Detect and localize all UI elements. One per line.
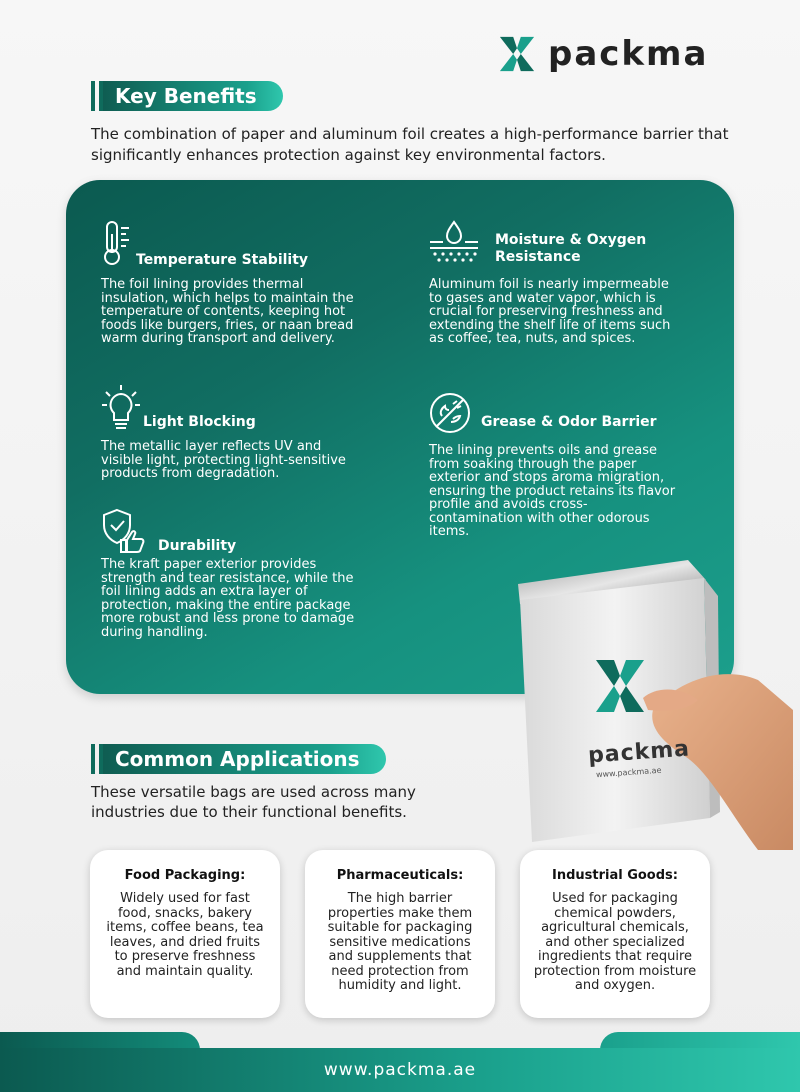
heading-accent-bar bbox=[91, 744, 95, 774]
benefit-body: The foil lining provides thermal insulation, which helps to maintain the temperature of contents, keeping hot foods like burgers, fries, or naan bread warm during transport and delivery. bbox=[101, 277, 354, 346]
droplet-barrier-icon bbox=[429, 220, 479, 264]
thermometer-icon bbox=[101, 220, 135, 266]
lightbulb-icon bbox=[101, 384, 141, 432]
benefit-title: Durability bbox=[158, 538, 237, 554]
key-benefits-intro: The combination of paper and aluminum foil creates a high-performance barrier that significantly enhances protection against key environmental factors. bbox=[91, 125, 729, 164]
heading-accent-bar bbox=[91, 81, 95, 111]
shield-thumb-icon bbox=[101, 508, 147, 554]
card-title: Pharmaceuticals: bbox=[336, 868, 464, 883]
card-title: Food Packaging: bbox=[124, 868, 246, 883]
application-card-industrial bbox=[520, 850, 710, 1018]
benefit-body: Aluminum foil is nearly impermeable to gases and water vapor, which is crucial for preserving freshness and extending the shelf life of items such as coffee, tea, nuts, and spices. bbox=[429, 277, 671, 346]
common-applications-heading bbox=[91, 743, 386, 775]
brand-name: packma bbox=[548, 34, 709, 74]
bag-brand-text: packma bbox=[587, 736, 691, 769]
common-applications-title: Common Applications bbox=[103, 744, 386, 774]
card-body: The high barrier properties make them suitable for packaging sensitive medications and supplements that need protection from humidity and light. bbox=[327, 891, 473, 993]
benefit-title: Light Blocking bbox=[143, 414, 256, 430]
footer-url[interactable]: www.packma.ae bbox=[0, 1048, 800, 1092]
key-benefits-title: Key Benefits bbox=[103, 81, 283, 111]
card-title: Industrial Goods: bbox=[551, 868, 678, 883]
benefit-body: The lining prevents oils and grease from soaking through the paper exterior and stops aroma migration, ensuring the product retains its flavor profile and avoids cross-contamination with other odorous items. bbox=[429, 443, 676, 539]
card-body: Widely used for fast food, snacks, bakery items, coffee beans, tea leaves, and dried fruits to preserve freshness and maintain quality. bbox=[106, 891, 264, 979]
benefit-title: Moisture & Oxygen Resistance bbox=[495, 232, 647, 265]
no-grease-icon bbox=[429, 392, 471, 434]
benefit-body: The kraft paper exterior provides strength and tear resistance, while the foil lining adds an extra layer of protection, making the entire package more robust and less prone to damage during handling. bbox=[101, 557, 355, 640]
key-benefits-heading bbox=[91, 80, 283, 112]
benefit-body: The metallic layer reflects UV and visible light, protecting light-sensitive products from degradation. bbox=[101, 439, 346, 481]
bag-illustration bbox=[508, 560, 793, 850]
bag-url-text: www.packma.ae bbox=[595, 765, 662, 780]
benefit-title: Temperature Stability bbox=[136, 252, 309, 268]
foil-bag-photo bbox=[508, 560, 793, 850]
application-card-food bbox=[90, 850, 280, 1018]
brand-logo bbox=[498, 34, 708, 74]
card-body: Used for packaging chemical powders, agricultural chemicals, and other specialized ingredients that require protection from moisture and oxygen. bbox=[533, 891, 697, 993]
applications-intro: These versatile bags are used across many industries due to their functional benefits. bbox=[91, 783, 416, 821]
benefit-title: Grease & Odor Barrier bbox=[481, 414, 657, 430]
application-card-pharma bbox=[305, 850, 495, 1018]
packma-logo-icon bbox=[498, 35, 536, 73]
